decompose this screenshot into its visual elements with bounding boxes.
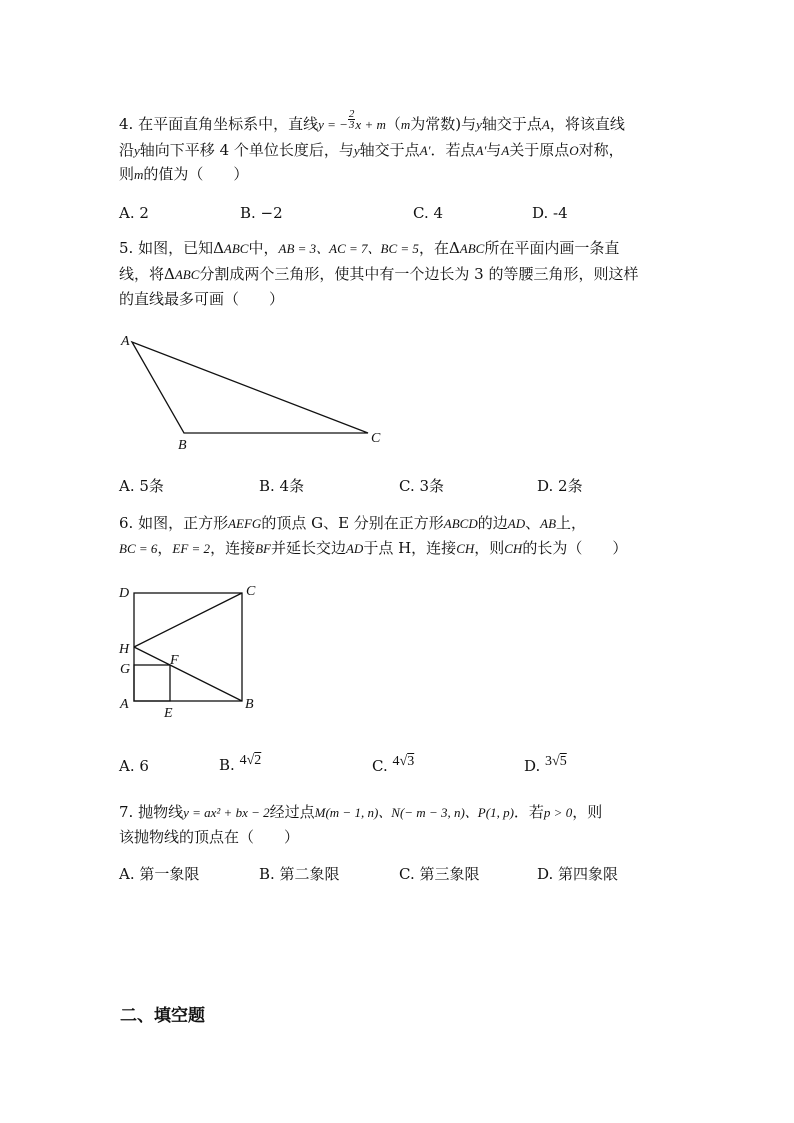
q4-var: m bbox=[134, 167, 144, 182]
q4-text: 为常数)与 bbox=[410, 115, 477, 133]
q4-var: A′ bbox=[475, 143, 487, 158]
q5-text: 分割成两个三角形，使其中有一个边长为 3 的等腰三角形，则这样 bbox=[199, 265, 639, 283]
q5-text: 所在平面内画一条直 bbox=[484, 239, 620, 257]
q4-text: （ bbox=[385, 115, 401, 133]
q4-option-a[interactable]: A. 2 bbox=[119, 204, 149, 222]
q4-eq-part2: x + m bbox=[355, 117, 386, 132]
q6-var: EF = 2 bbox=[172, 541, 211, 556]
square-aefg bbox=[134, 665, 170, 701]
q6-text: 并延长交边 bbox=[270, 539, 346, 557]
option-letter: D. bbox=[524, 757, 541, 775]
q6-text: 的边 bbox=[477, 514, 508, 532]
q6-stem-line2 bbox=[119, 538, 627, 559]
q6-var: BC = 6 bbox=[119, 541, 158, 556]
q4-var: y bbox=[353, 143, 360, 158]
q6-square-figure bbox=[112, 578, 272, 723]
q6-text: 6. 如图，正方形 bbox=[119, 514, 229, 532]
segment-hb bbox=[134, 647, 242, 701]
q7-text: 7. 抛物线 bbox=[119, 803, 184, 821]
q4-fraction bbox=[348, 109, 356, 130]
label-g: G bbox=[120, 662, 131, 677]
q6-var: AD bbox=[507, 516, 526, 531]
q4-text: 与 bbox=[486, 141, 502, 159]
q4-text: 轴向下平移 4 个单位长度后，与 bbox=[139, 141, 354, 159]
q4-text: 对称， bbox=[578, 141, 624, 159]
label-c: C bbox=[246, 584, 256, 599]
q6-text: ，则 bbox=[474, 539, 505, 557]
label-c: C bbox=[371, 431, 381, 446]
q4-option-c[interactable]: C. 4 bbox=[413, 204, 444, 222]
q4-text: 轴交于点 bbox=[481, 115, 542, 133]
q7-text: ，则 bbox=[572, 803, 603, 821]
radical: 3√5 bbox=[545, 754, 567, 769]
q6-text: 的顶点 G、E 分别在正方形 bbox=[261, 514, 444, 532]
q5-stem-line1 bbox=[119, 238, 619, 259]
radical-coef: 4 bbox=[239, 753, 247, 768]
q6-var: CH bbox=[504, 541, 523, 556]
square-abcd bbox=[134, 593, 242, 701]
q4-text: 轴交于点 bbox=[359, 141, 420, 159]
q6-option-a[interactable] bbox=[119, 756, 149, 776]
q6-text: ，连接 bbox=[210, 539, 256, 557]
q6-var: AB bbox=[540, 516, 557, 531]
radical-coef: 4 bbox=[392, 754, 400, 769]
radical-radicand: 2 bbox=[254, 753, 262, 768]
q5-var: ABC bbox=[459, 241, 485, 256]
q6-text: 的长为（ ） bbox=[522, 539, 628, 557]
q4-stem-line1 bbox=[119, 107, 625, 136]
option-letter: A. bbox=[119, 757, 135, 775]
q4-text: 的值为（ ） bbox=[143, 165, 249, 183]
radical-radicand: 5 bbox=[559, 754, 567, 769]
q6-var: AD bbox=[345, 541, 364, 556]
q6-var: ABCD bbox=[443, 516, 478, 531]
section-heading: 二、填空题 bbox=[120, 1006, 205, 1026]
q5-text: ，在Δ bbox=[418, 239, 460, 257]
q4-var: O bbox=[569, 143, 579, 158]
q5-option-d[interactable]: D. 2条 bbox=[537, 477, 583, 495]
q7-option-c[interactable]: C. 第三象限 bbox=[399, 865, 480, 883]
q4-option-b[interactable]: B. −2 bbox=[240, 204, 283, 222]
radical-radicand: 3 bbox=[407, 754, 415, 769]
q4-var: A′ bbox=[419, 143, 431, 158]
q7-option-b[interactable]: B. 第二象限 bbox=[259, 865, 340, 883]
q5-stem-line2 bbox=[119, 264, 639, 285]
q6-var: BF bbox=[255, 541, 271, 556]
q7-stem-line2: 该抛物线的顶点在（ ） bbox=[119, 828, 300, 846]
q7-condition: p > 0 bbox=[543, 805, 573, 820]
q6-var: CH bbox=[456, 541, 475, 556]
q4-text: ．若点 bbox=[430, 141, 476, 159]
q6-option-c[interactable] bbox=[372, 756, 414, 778]
q6-text: 于点 H，连接 bbox=[363, 539, 457, 557]
q4-text: 4. 在平面直角坐标系中，直线 bbox=[119, 115, 319, 133]
q4-var: A bbox=[541, 117, 550, 132]
q6-text: 、 bbox=[525, 514, 541, 532]
q6-option-b[interactable] bbox=[219, 755, 261, 777]
label-d: D bbox=[119, 586, 130, 601]
radical: 4√3 bbox=[392, 754, 415, 769]
q6-option-d[interactable] bbox=[524, 756, 567, 778]
option-letter: B. bbox=[219, 756, 235, 774]
q4-fraction-den: 3 bbox=[348, 118, 355, 131]
q7-text: ．若 bbox=[513, 803, 544, 821]
q4-text: 沿 bbox=[119, 141, 135, 159]
q5-lengths: AB = 3、AC = 7、BC = 5 bbox=[278, 241, 419, 256]
q7-option-a[interactable]: A. 第一象限 bbox=[119, 865, 200, 883]
label-a: A bbox=[121, 334, 130, 349]
q6-text: ， bbox=[157, 539, 173, 557]
q5-option-b[interactable]: B. 4条 bbox=[259, 477, 305, 495]
label-b: B bbox=[245, 697, 254, 712]
option-letter: C. bbox=[372, 757, 388, 775]
q5-var: ABC bbox=[174, 267, 200, 282]
q7-equation: y = ax² + bx − 2 bbox=[183, 805, 270, 820]
triangle-abc bbox=[132, 342, 368, 433]
q4-var: m bbox=[400, 117, 411, 132]
q5-stem-line3: 的直线最多可画（ ） bbox=[119, 290, 285, 308]
q4-option-d[interactable]: D. -4 bbox=[532, 204, 568, 222]
q4-eq-part: y = − bbox=[318, 117, 348, 132]
q7-stem-line1 bbox=[119, 802, 602, 823]
q4-var: A bbox=[501, 143, 510, 158]
label-f: F bbox=[170, 653, 179, 668]
q5-text: 线，将Δ bbox=[119, 265, 175, 283]
radical-coef: 3 bbox=[545, 754, 553, 769]
label-h: H bbox=[119, 642, 130, 657]
q5-text: 5. 如图，已知Δ bbox=[119, 239, 224, 257]
q5-var: ABC bbox=[223, 241, 249, 256]
q5-text: 中， bbox=[248, 239, 279, 257]
q5-option-a[interactable]: A. 5条 bbox=[119, 477, 164, 495]
q5-option-c[interactable]: C. 3条 bbox=[399, 477, 445, 495]
q4-var: y bbox=[476, 117, 482, 132]
q4-text: 关于原点 bbox=[509, 141, 570, 159]
q4-stem-line2 bbox=[119, 140, 624, 161]
label-a: A bbox=[120, 697, 129, 712]
q4-text: ，将该直线 bbox=[549, 115, 625, 133]
radical: 4√2 bbox=[239, 753, 262, 768]
q6-var: AEFG bbox=[228, 516, 262, 531]
q4-fraction-num: 2 bbox=[348, 107, 355, 120]
label-e: E bbox=[164, 706, 173, 721]
q7-points: M(m − 1, n)、N(− m − 3, n)、P(1, p) bbox=[314, 805, 514, 820]
q5-triangle-figure bbox=[115, 328, 395, 453]
label-b: B bbox=[178, 438, 187, 453]
q7-option-d[interactable]: D. 第四象限 bbox=[537, 865, 619, 883]
q4-stem-line3 bbox=[119, 164, 248, 185]
q4-text: 则 bbox=[119, 165, 135, 183]
q7-text: 经过点 bbox=[269, 803, 315, 821]
q6-stem-line1 bbox=[119, 513, 586, 534]
segment-hc bbox=[134, 593, 242, 647]
q4-var: y bbox=[134, 143, 140, 158]
q6-text: 上， bbox=[556, 514, 587, 532]
option-value: 6 bbox=[139, 757, 149, 775]
